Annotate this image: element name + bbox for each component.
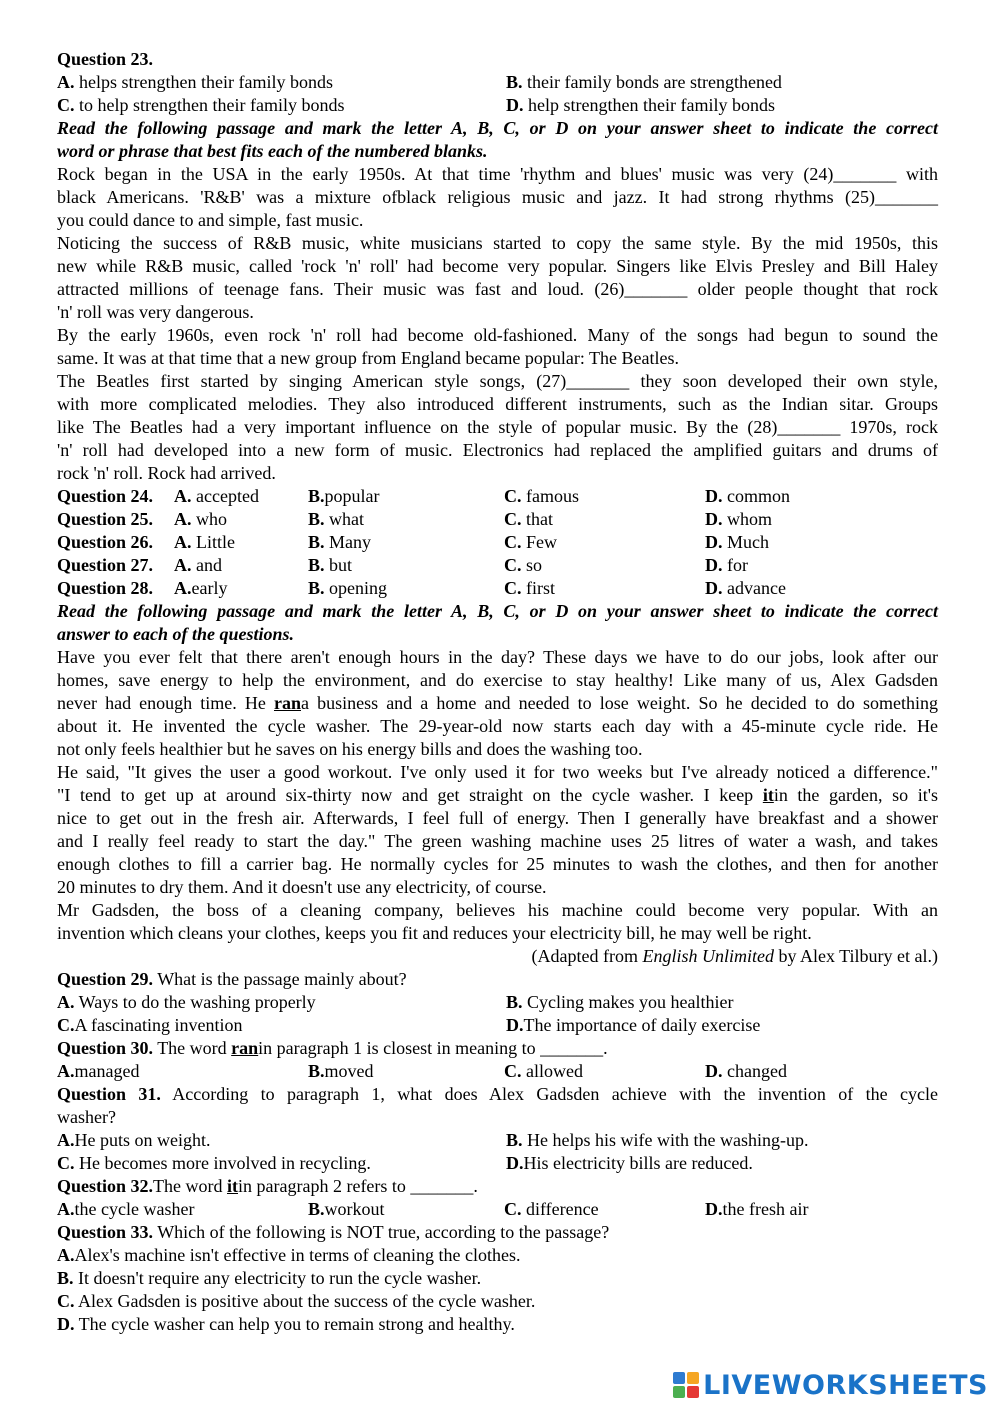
instruction-cloze-line1: Read the following passage and mark the letter A, B, C, or D on your answer sheet to indicate the correct [57,118,938,138]
option-c[interactable]: C. that [504,509,553,529]
instruction-cloze-line2: word or phrase that best fits each of the numbered blanks. [57,141,488,161]
passage1-line: 'n' roll had developed into a new form of music. Electronics had replaced the amplified guitars and drums of [57,440,938,460]
option-c[interactable]: C. Few [504,532,557,552]
question-label: Question 24. [57,486,154,506]
option-d[interactable]: D.His electricity bills are reduced. [506,1153,753,1173]
option-c[interactable]: C. allowed [504,1061,583,1081]
question-25 [57,508,938,531]
option-a[interactable]: A. Ways to do the washing properly [57,992,316,1012]
passage2-line: 20 minutes to dry them. And it doesn't use any electricity, of course. [57,877,547,897]
option-c[interactable]: C. difference [504,1199,599,1219]
option-a[interactable]: A.early [174,578,228,598]
question-26 [57,531,938,554]
passage1-line: attracted millions of teenage fans. Their music was fast and loud. (26)_______ older people thought that rock [57,279,938,299]
passage2-line: enough clothes to fill a carrier bag. He normally cycles for 25 minutes to wash the clothes, and then for another [57,854,938,874]
instruction-reading-line2: answer to each of the questions. [57,624,295,644]
underlined-word-it: it [762,785,774,805]
option-c[interactable]: C.A fascinating invention [57,1015,243,1035]
option-d[interactable]: D.the fresh air [705,1199,809,1219]
passage1-line: Noticing the success of R&B music, white musicians started to copy the same style. By the mid 1950s, this [57,233,938,253]
rock-passage [57,163,938,485]
q31-stem-cont: washer? [57,1107,116,1127]
q23-row-cd [57,94,938,117]
liveworksheets-logo [673,1365,988,1405]
q30-stem: Question 30. The word ranin paragraph 1 is closest in meaning to _______. [57,1038,608,1058]
liveworksheets-logo-icon [673,1372,699,1398]
option-a[interactable]: A. and [174,555,222,575]
question-28 [57,577,938,600]
option-d[interactable]: D.The importance of daily exercise [506,1015,761,1035]
option-b[interactable]: B. He helps his wife with the washing-up. [506,1130,809,1150]
option-b[interactable]: B. but [308,555,353,575]
option-b[interactable]: B.workout [308,1199,385,1219]
passage1-line: new while R&B music, called 'rock 'n' roll' had become very popular. Singers like Elvis Presley and Bill Haley [57,256,938,276]
q23-option-b: B. their family bonds are strengthened [506,72,782,92]
q31-stem: Question 31. According to paragraph 1, what does Alex Gadsden achieve with the invention of the cycle [57,1084,938,1104]
option-a[interactable]: A. who [174,509,227,529]
q29-row-ab [57,991,938,1014]
q23-option-a: A. helps strengthen their family bonds [57,72,333,92]
passage1-line: By the early 1960s, even rock 'n' roll had become old-fashioned. Many of the songs had begun to sound the [57,325,938,345]
instruction-reading-line1: Read the following passage and mark the letter A, B, C, or D on your answer sheet to indicate the correct [57,601,938,621]
passage2-line: not only feels healthier but he saves on his energy bills and does the washing too. [57,739,643,759]
option-a[interactable]: A. accepted [174,486,259,506]
passage2-line: homes, save energy to help the environment, and do exercise to stay healthy! Like many of us, Alex Gadsden [57,670,938,690]
worksheet-page [57,48,938,1336]
option-a[interactable]: A.He puts on weight. [57,1130,211,1150]
passage2-line: Have you ever felt that there aren't enough hours in the day? These days we have to do our jobs, look after our [57,647,938,667]
q31-row-ab [57,1129,938,1152]
option-d[interactable]: D. common [705,486,790,506]
cloze-questions [57,485,938,600]
question-label: Question 26. [57,532,154,552]
logo-text: LIVEWORKSHEETS [703,1369,988,1401]
option-d[interactable]: D. Much [705,532,769,552]
passage1-line: with more complicated melodies. They also introduced different instruments, such as the Indian sitar. Groups [57,394,938,414]
q29-row-cd [57,1014,938,1037]
passage2-line: about it. He invented the cycle washer. The 29-year-old now starts each day with a 45-minute cycle ride. He [57,716,938,736]
option-a[interactable]: A.the cycle washer [57,1199,195,1219]
option-a[interactable]: A.Alex's machine isn't effective in terms of cleaning the clothes. [57,1245,521,1265]
option-c[interactable]: C. so [504,555,543,575]
passage1-line: 'n' roll was very dangerous. [57,302,254,322]
passage2-line: "I tend to get up at around six-thirty now and get straight on the cycle washer. I keep itin the garden, so it's [57,785,939,805]
q29-stem: Question 29. What is the passage mainly about? [57,969,407,989]
passage1-line: Rock began in the USA in the early 1950s. At that time 'rhythm and blues' music was very (24)_______ with [57,164,938,184]
cycle-washer-passage [57,646,938,968]
question-label: Question 25. [57,509,154,529]
passage1-line: same. It was at that time that a new group from England became popular: The Beatles. [57,348,679,368]
passage1-line: black Americans. 'R&B' was a mixture ofblack religious music and jazz. It had strong rhythms (25)_______ [57,187,938,207]
q23-option-d: D. help strengthen their family bonds [506,95,775,115]
passage2-line: never had enough time. He rana business and a home and needed to lose weight. So he decided to do something [57,693,938,713]
q31-row-cd [57,1152,938,1175]
question-24 [57,485,938,508]
source-citation: (Adapted from English Unlimited by Alex Tilbury et al.) [531,946,938,966]
passage2-line: and I really feel ready to start the day." The green washing machine uses 25 litres of water a wash, and takes [57,831,938,851]
q32-options [57,1198,938,1221]
option-b[interactable]: B. what [308,509,365,529]
q32-stem: Question 32.The word itin paragraph 2 refers to _______. [57,1176,478,1196]
question-label: Question 27. [57,555,154,575]
passage1-line: like The Beatles had a very important influence on the style of popular music. By the (28)_______ 1970s, rock [57,417,938,437]
underlined-word-ran: ran [273,693,301,713]
q23-row-ab [57,71,938,94]
passage2-line: Mr Gadsden, the boss of a cleaning company, believes his machine could become very popular. With an [57,900,938,920]
option-b[interactable]: B.moved [308,1061,374,1081]
passage2-line: He said, "It gives the user a good workout. I've only used it for two weeks but I've already noticed a difference." [57,762,938,782]
passage1-line: you could dance to and simple, fast music. [57,210,364,230]
q30-options [57,1060,938,1083]
option-c[interactable]: C. Alex Gadsden is positive about the success of the cycle washer. [57,1291,536,1311]
passage1-line: The Beatles first started by singing American style songs, (27)_______ they soon developed their own style, [57,371,938,391]
option-c[interactable]: C. first [504,578,555,598]
q23-option-c: C. to help strengthen their family bonds [57,95,345,115]
option-b[interactable]: B.popular [308,486,380,506]
option-c[interactable]: C. He becomes more involved in recycling. [57,1153,371,1173]
option-a[interactable]: A. Little [174,532,235,552]
option-d[interactable]: D. advance [705,578,786,598]
question-label: Question 28. [57,578,154,598]
option-d[interactable]: D. whom [705,509,772,529]
option-c[interactable]: C. famous [504,486,579,506]
option-d[interactable]: D. The cycle washer can help you to remain strong and healthy. [57,1314,515,1334]
passage1-line: rock 'n' roll. Rock had arrived. [57,463,276,483]
option-b[interactable]: B. opening [308,578,388,598]
q23-title: Question 23. [57,49,154,69]
passage2-line: nice to get out in the fresh air. Afterwards, I feel full of energy. Then I generally have breakfast and a shower [57,808,938,828]
option-d[interactable]: D. changed [705,1061,787,1081]
option-b[interactable]: B. Many [308,532,372,552]
q33-stem: Question 33. Which of the following is NOT true, according to the passage? [57,1222,610,1242]
option-b[interactable]: B. Cycling makes you healthier [506,992,734,1012]
question-27 [57,554,938,577]
option-b[interactable]: B. It doesn't require any electricity to run the cycle washer. [57,1268,482,1288]
passage2-line: invention which cleans your clothes, keeps you fit and reduces your electricity bill, he may well be right. [57,923,812,943]
option-d[interactable]: D. for [705,555,748,575]
option-a[interactable]: A.managed [57,1061,140,1081]
